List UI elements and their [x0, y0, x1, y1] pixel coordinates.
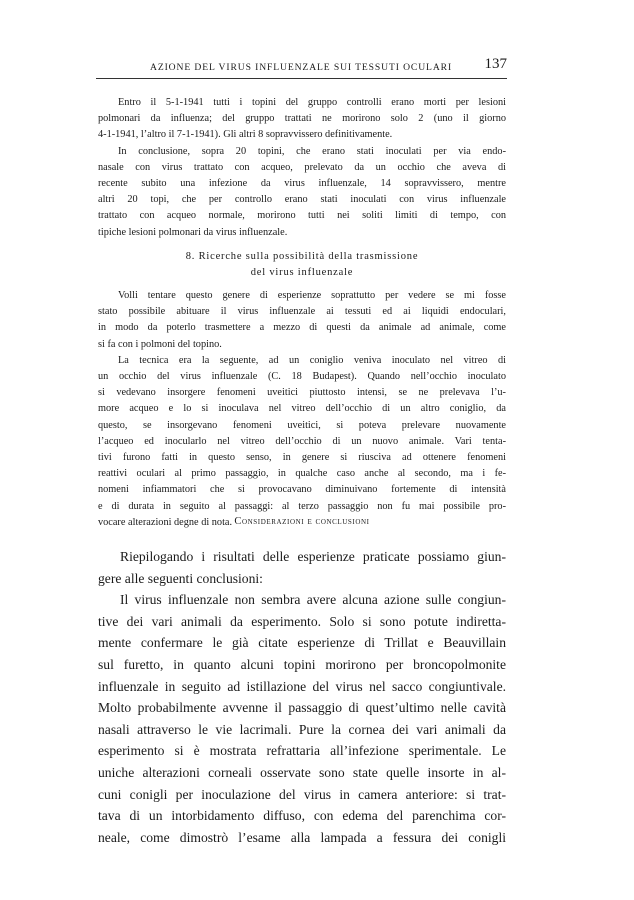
text-line: vocare alterazioni degne di nota.	[98, 516, 233, 528]
text-line: altri 20 topi, che per controllo erano stati inoculati con virus influenzale	[98, 194, 506, 206]
text-line: influenzale in seguito ad istillazione del virus nel sacco congiuntivale.	[98, 678, 506, 694]
text-line: Entro il 5-1-1941 tutti i topini del gruppo controlli erano morti per lesioni	[118, 97, 506, 108]
text-line: in modo da poterlo trasmettere a mezzo di questi da animale ad animale, come	[98, 322, 506, 334]
text-line: cuni conigli per inoculazione del virus in camera anteriore: si trat-	[98, 786, 506, 802]
section-heading-line2: del virus influenzale	[250, 267, 354, 278]
paragraph-transmission	[98, 288, 506, 531]
text-line: questo, se insorgevano fenomeni uveitici, si poteva prelevare nuovamente	[98, 419, 506, 431]
text-line: neale, come dimostrò l’esame alla lampada a fessura dei conigli	[98, 829, 506, 845]
text-line: e di durata in seguito al passaggi: al terzo passaggio non fu mai possibile pro-	[98, 500, 506, 512]
text-line: tive dei vari animali da esperimento. Solo si sono potute indiretta-	[98, 613, 506, 629]
text-line: un occhio del virus influenzale (C. 18 Budapest). Quando nell’occhio inoculato	[98, 371, 506, 383]
text-line: si vedevano insorgere fenomeni uveitici piuttosto intensi, se ne prelevava l’u-	[98, 387, 506, 399]
text-line: si fa con i polmoni del topino.	[98, 338, 222, 350]
text-line: recente subito una infezione da virus influenzale, 14 sopravvissero, mentre	[98, 178, 506, 190]
text-line: polmonari da influenza; del gruppo trattati ne morirono solo 2 (uno il giorno	[98, 113, 506, 125]
text-line: reattivi oculari al primo passaggio, in qualche caso anche al secondo, ma i fe-	[98, 468, 506, 480]
section-heading-line1: 8. Ricerche sulla possibilità della trasmissione	[185, 251, 419, 262]
text-line: sul furetto, in quanto alcuni topini morirono per broncopolmonite	[98, 656, 506, 672]
paragraph-results	[98, 95, 506, 241]
header-rule	[96, 78, 507, 79]
text-line: 4-1-1941, l’altro il 7-1-1941). Gli altri 8 sopravvissero definitivamente.	[98, 129, 393, 141]
text-line: Il virus influenzale non sembra avere alcuna azione sulle congiun-	[120, 592, 506, 608]
text-line: Molto probabilmente avvenne il passaggio di quest’ultimo nelle cavità	[98, 700, 506, 716]
text-line: In conclusione, sopra 20 topini, che erano stati inoculati per via endo-	[118, 145, 506, 157]
text-line: Riepilogando i risultati delle esperienze praticate possiamo giun-	[120, 549, 506, 564]
paragraph-conclusions	[98, 546, 506, 848]
text-line: Volli tentare questo genere di esperienze soprattutto per vedere se mi fosse	[118, 290, 506, 301]
text-line: tivi furono fatti in questo senso, in genere si riusciva ad ottenere fenomeni	[98, 452, 506, 464]
text-line: mente confermare le già citate esperienze di Trillat e Beauvillain	[98, 635, 506, 651]
text-line: stato possibile abituare il virus influenzale ai tessuti ed ai liquidi endoculari,	[98, 306, 506, 318]
text-line: nasali attraverso le vie lacrimali. Pure la cornea dei vari animali da	[98, 721, 506, 737]
text-line: more acqueo e lo si inoculava nel vitreo dell’occhio di un altro coniglio, da	[98, 403, 506, 415]
text-line: nomeni infiammatori che si provocavano diminuivano fortemente di intensità	[98, 484, 506, 496]
text-line: nasale con virus trattato con acqueo, prelevato da un occhio che aveva di	[98, 161, 506, 173]
text-line: tipiche lesioni polmonari da virus influenzale.	[98, 226, 288, 238]
text-line: uniche alterazioni corneali osservate sono state quelle insorte in al-	[98, 764, 506, 780]
page-number: 137	[484, 56, 507, 72]
page-header	[96, 56, 507, 74]
text-line: esperimento si è mostrata refrattaria all’infezione sperimentale. Le	[98, 743, 506, 759]
conclusions-heading: Considerazioni e conclusioni	[234, 516, 370, 527]
text-line: tava di un intorbidamento diffuso, con edema del parenchima cor-	[98, 808, 506, 824]
text-line: trattato con acqueo normale, morirono tutti nei soliti limiti di tempo, con	[98, 210, 506, 222]
text-line: gere alle seguenti conclusioni:	[98, 570, 263, 586]
running-title: AZIONE DEL VIRUS INFLUENZALE SUI TESSUTI OCULARI	[150, 62, 453, 73]
text-line: La tecnica era la seguente, ad un coniglio veniva inoculato nel vitreo di	[118, 354, 506, 366]
text-line: l’acqueo ed inocularlo nel vitreo dell’occhio di un nuovo animale. Vari tenta-	[98, 435, 506, 447]
